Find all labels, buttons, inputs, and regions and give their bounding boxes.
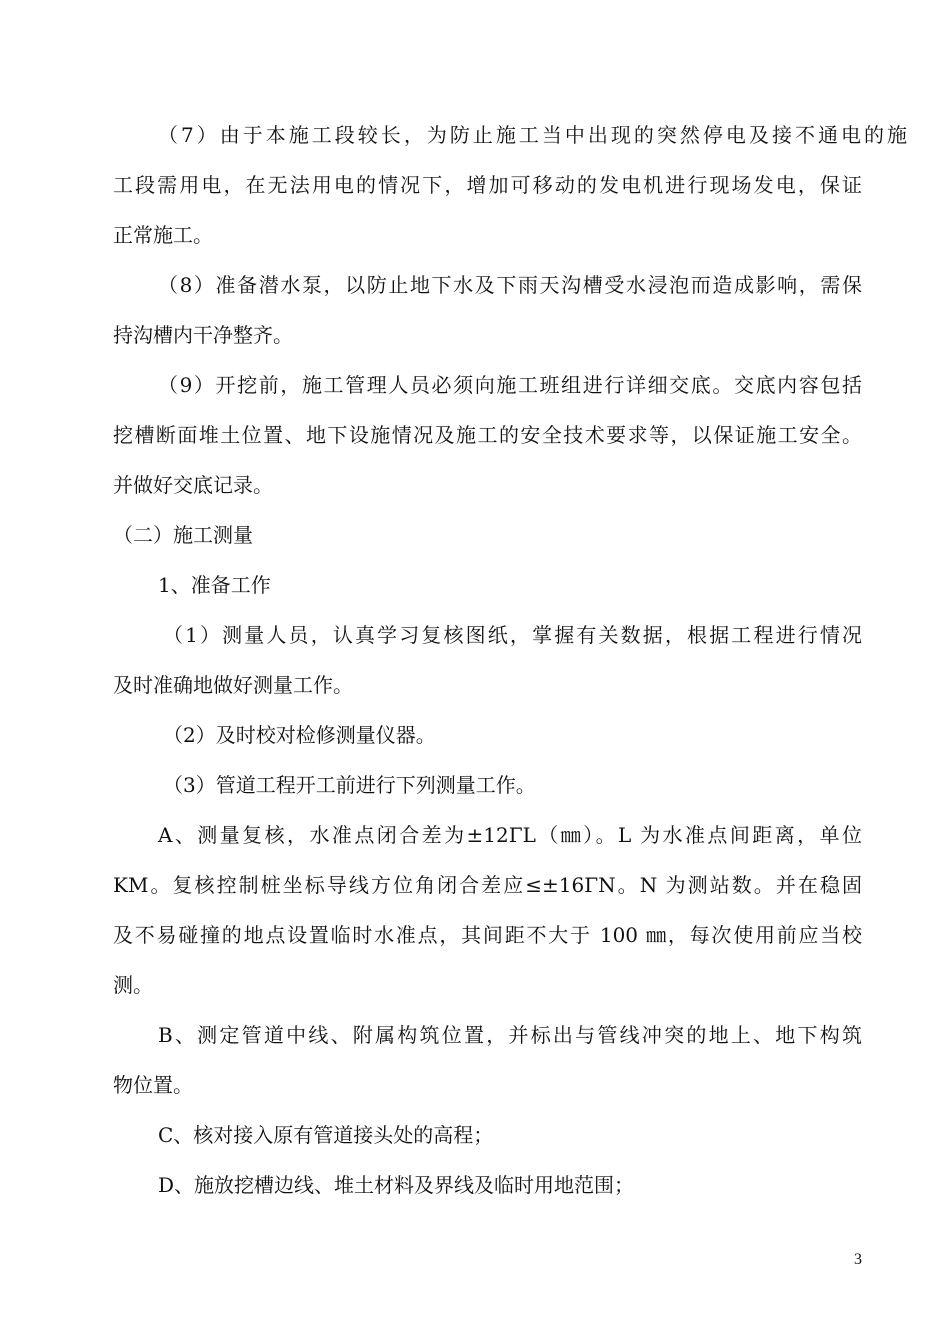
paragraph-7-line-3: 正常施工。 (113, 223, 213, 247)
item-2: （2）及时校对检修测量仪器。 (163, 723, 436, 747)
paragraph-9-line-1: （9）开挖前，施工管理人员必须向施工班组进行详细交底。交底内容包括 (158, 373, 862, 397)
paragraph-8-line-2: 持沟槽内干净整齐。 (113, 323, 293, 347)
item-a-line-3: 及不易碰撞的地点设置临时水准点，其间距不大于 100 ㎜，每次使用前应当校 (113, 923, 862, 947)
item-3: （3）管道工程开工前进行下列测量工作。 (163, 773, 536, 797)
item-d: D、施放挖槽边线、堆土材料及界线及临时用地范围； (158, 1173, 635, 1197)
item-c: C、核对接入原有管道接头处的高程； (158, 1123, 494, 1147)
item-a-line-4: 测。 (113, 973, 153, 997)
item-b-line-2: 物位置。 (113, 1073, 193, 1097)
item-1-line-1: （1）测量人员，认真学习复核图纸，掌握有关数据，根据工程进行情况 (163, 623, 862, 647)
item-a-line-2: KM。复核控制桩坐标导线方位角闭合差应≤±16ΓN。N 为测站数。并在稳固 (113, 873, 862, 897)
paragraph-7-line-1: （7）由于本施工段较长，为防止施工当中出现的突然停电及接不通电的施 (158, 123, 907, 147)
paragraph-9-line-3: 并做好交底记录。 (113, 473, 273, 497)
item-1-line-2: 及时准确地做好测量工作。 (113, 673, 353, 697)
page-number: 3 (854, 1251, 862, 1268)
paragraph-8-line-1: （8）准备潜水泵，以防止地下水及下雨天沟槽受水浸泡而造成影响，需保 (158, 273, 862, 297)
subsection-heading-preparation: 1、准备工作 (158, 573, 271, 597)
paragraph-7-line-2: 工段需用电，在无法用电的情况下，增加可移动的发电机进行现场发电，保证 (113, 173, 862, 197)
item-a-line-1: A、测量复核，水准点闭合差为±12ΓL（㎜）。L 为水准点间距离，单位 (158, 823, 862, 847)
section-heading-survey: （二）施工测量 (113, 523, 253, 547)
paragraph-9-line-2: 挖槽断面堆土位置、地下设施情况及施工的安全技术要求等，以保证施工安全。 (113, 423, 862, 447)
item-b-line-1: B、测定管道中线、附属构筑位置，并标出与管线冲突的地上、地下构筑 (158, 1023, 862, 1047)
